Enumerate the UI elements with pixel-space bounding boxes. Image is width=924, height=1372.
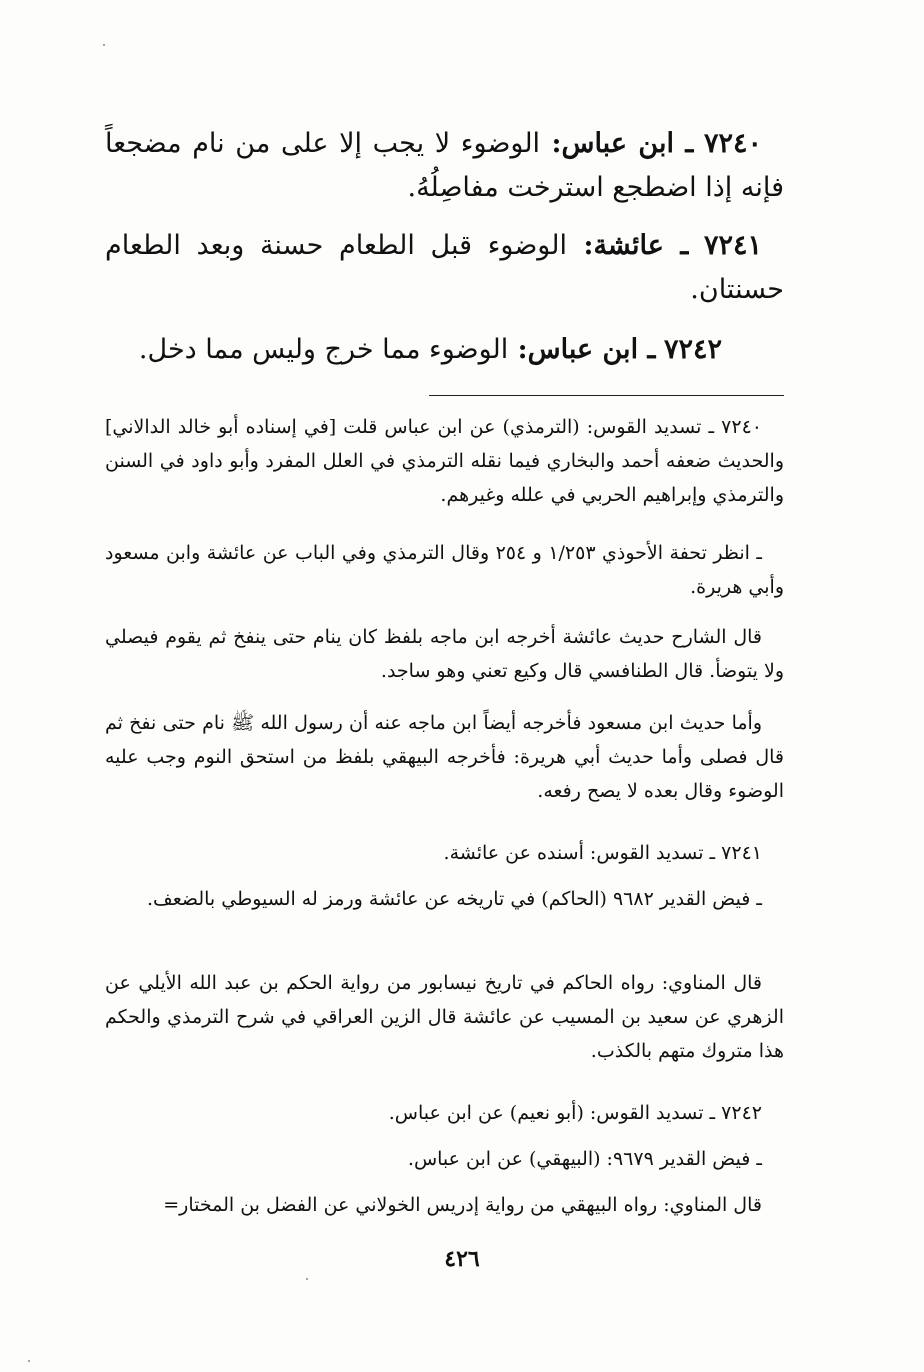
entry-number: ٧٢٤٢ <box>663 334 722 365</box>
footnote-tuhfa: ـ انظر تحفة الأحوذي ١/٢٥٣ و ٢٥٤ وقال الترمذي وفي الباب عن عائشة وابن مسعود وأبي هريرة. <box>105 542 784 598</box>
entry-number: ٧٢٤١ <box>703 230 762 261</box>
footnote-7240: ٧٢٤٠ ـ تسديد القوس: (الترمذي) عن ابن عباس قلت [في إسناده أبو خالد الدالاني] والحديث ضعفه أحمد والبخاري فيما نقله الترمذي في العلل المفرد وأبو داود في السنن والترمذي وإبراهيم الحربي في علله وغيرهم. <box>105 416 784 506</box>
footnote-munawi-2: قال المناوي: رواه البيهقي من رواية إدريس الخولاني عن الفضل بن المختار= <box>163 1194 762 1216</box>
scan-speck <box>306 1278 308 1280</box>
footnote-7241: ٧٢٤١ ـ تسديد القوس: أسنده عن عائشة. <box>443 842 762 864</box>
entry-source: ابن عباس <box>527 334 639 365</box>
footnote-fayd-9682: ـ فيض القدير ٩٦٨٢ (الحاكم) في تاريخه عن عائشة ورمز له السيوطي بالضعف. <box>146 888 762 910</box>
scan-speck <box>103 44 105 46</box>
footnote-fayd-9679: ـ فيض القدير ٩٦٧٩: (البيهقي) عن ابن عباس. <box>407 1148 762 1170</box>
main-entry-7242: ٧٢٤٢ ـ ابن عباس: الوضوء مما خرج وليس مما دخل. <box>138 334 722 365</box>
page-number: ٤٢٦ <box>444 1246 480 1272</box>
entry-text: الوضوء مما خرج وليس مما دخل. <box>138 334 509 365</box>
entry-number: ٧٢٤٠ <box>703 128 762 159</box>
entry-source: ابن عباس <box>561 128 674 159</box>
main-entry-7241: ٧٢٤١ ـ عائشة: الوضوء قبل الطعام حسنة وبعد الطعام حسنتان. <box>105 230 784 305</box>
entry-text: الوضوء لا يجب إلا على من نام مضجعاً فإنه إذا اضطجع استرخت مفاصِلُهُ. <box>105 128 784 203</box>
footnote-sharih: قال الشارح حديث عائشة أخرجه ابن ماجه بلفظ كان ينام حتى ينفخ ثم يقوم فيصلي ولا يتوضأ. قال الطنافسي قال وكيع تعني وهو ساجد. <box>105 626 784 682</box>
footnote-separator <box>429 395 784 396</box>
entry-source: عائشة <box>593 230 664 261</box>
footnote-7242: ٧٢٤٢ ـ تسديد القوس: (أبو نعيم) عن ابن عباس. <box>388 1102 762 1124</box>
scan-speck <box>28 1360 30 1362</box>
footnote-ibn-masud: وأما حديث ابن مسعود فأخرجه أيضاً ابن ماجه عنه أن رسول الله ﷺ نام حتى نفخ ثم قال فصلى وأما حديث أبي هريرة: فأخرجه البيهقي بلفظ من استحق النوم وجب عليه الوضوء وقال بعده لا يصح رفعه. <box>105 712 784 802</box>
footnote-munawi-1: قال المناوي: رواه الحاكم في تاريخ نيسابور من رواية الحكم بن عبد الله الأيلي عن الزهري عن سعيد بن المسيب عن عائشة قال الزين العراقي في شرح الترمذي والحكم هذا متروك متهم بالكذب. <box>105 972 784 1062</box>
main-entry-7240: ٧٢٤٠ ـ ابن عباس: الوضوء لا يجب إلا على من نام مضجعاً فإنه إذا اضطجع استرخت مفاصِلُهُ. <box>105 128 784 203</box>
entry-text: الوضوء قبل الطعام حسنة وبعد الطعام حسنتان. <box>105 230 784 305</box>
